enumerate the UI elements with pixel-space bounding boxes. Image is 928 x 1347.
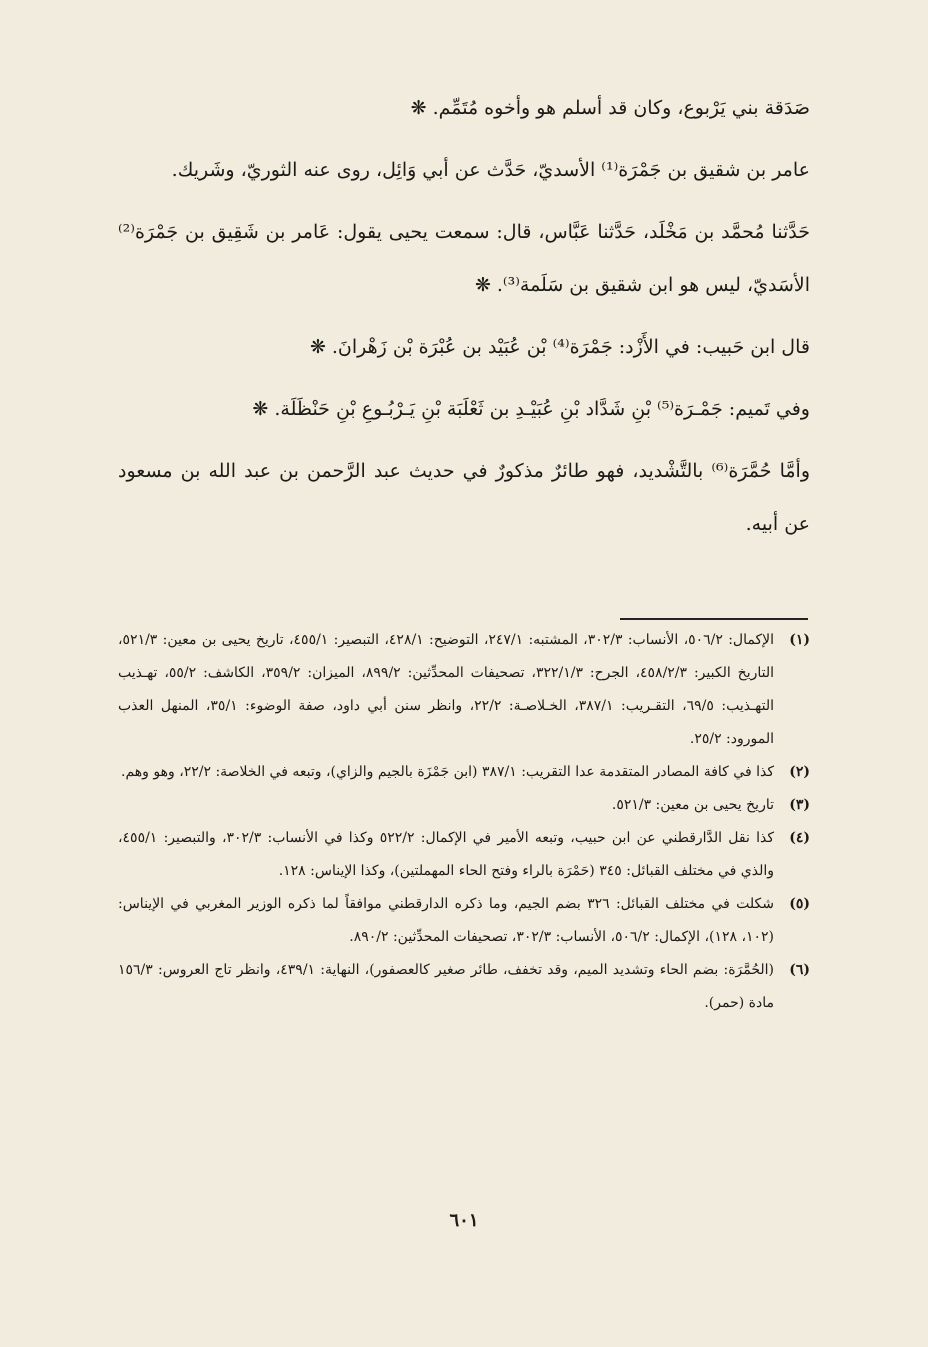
footnote-number: (٢) (789, 764, 810, 780)
footnotes (118, 624, 810, 1020)
end-star-icon: ❋ (410, 97, 427, 119)
paragraph-2 (118, 144, 810, 197)
footnote-number: (٣) (789, 797, 810, 813)
paragraph-3 (118, 206, 810, 312)
footnote-number: (٤) (789, 830, 810, 846)
footnote-4 (118, 822, 810, 888)
footnote-separator (620, 618, 808, 620)
paragraph-text: حَدَّثنا مُحمَّد بن مَخْلَد، حَدَّثنا عَبَّاس، قال: سمعت يحيى يقول: عَامر بن شَقِيق بن جَمْرَة⁽²⁾ الأسَديّ، ليس هو ابن شقيق بن سَلَمة⁽³⁾. (118, 221, 810, 296)
paragraph-text: عامر بن شقيق بن جَمْرَة⁽¹⁾ الأسديّ، حَدَّث عن أبي وَائِل، روى عنه الثوريّ، وشَريك. (171, 159, 810, 181)
paragraph-5 (118, 383, 810, 436)
footnote-text: (الحُمَّرَة: بضم الحاء وتشديد الميم، وقد تخفف، طائر صغير كالعصفور)، النهاية: ٤٣٩/١، وانظر تاج العروس: ١٥٦/٣ مادة (حمر). (118, 962, 775, 1011)
end-star-icon: ❋ (474, 274, 491, 296)
footnote-number: (١) (789, 632, 810, 648)
footnote-text: كذا نقل الدَّارقطني عن ابن حبيب، وتبعه الأمير في الإكمال: ٥٢٢/٢ وكذا في الأنساب: ٣٠٢/٣، والتبصير: ٤٥٥/١، والذي في مختلف القبائل: ٣٤٥ (حَمْرَة بالراء وفتح الحاء المهملتين)، وكذا الإيناس: ١٢٨. (118, 830, 775, 879)
paragraph-1 (118, 82, 810, 135)
footnote-text: كذا في كافة المصادر المتقدمة عدا التقريب: ٣٨٧/١ (ابن جَمْزَة بالجيم والزاي)، وتبعه في الخلاصة: ٢٢/٢، وهو وهم. (121, 764, 774, 780)
footnote-2 (118, 756, 810, 789)
footnote-3 (118, 789, 810, 822)
paragraph-text: صَدَقة بني يَرْبوع، وكان قد أسلم هو وأخوه مُتَمِّم. (432, 97, 810, 119)
paragraph-text: وأمَّا حُمَّرَة⁽⁶⁾ بالتَّشْديد، فهو طائرٌ مذكورٌ في حديث عبد الرَّحمن بن عبد الله بن مسعود عن أبيه. (118, 460, 810, 535)
end-star-icon: ❋ (252, 398, 269, 420)
footnote-1 (118, 624, 810, 756)
footnote-6 (118, 954, 810, 1020)
footnote-text: الإكمال: ٥٠٦/٢، الأنساب: ٣٠٢/٣، المشتبه: ٢٤٧/١، التوضيح: ٤٢٨/١، التبصير: ٤٥٥/١، تاريخ يحيى بن معين: ٥٢١/٣، التاريخ الكبير: ٤٥٨/٢/٣، الجرح: ٣٢٢/١/٣، تصحيفات المحدِّثين: ٨٩٩/٢، الميزان: ٣٥٩/٢، الكاشف: ٥٥/٢، تهـذيب التهـذيب: ٦٩/٥، التقـريب: ٣٨٧/١، الخـلاصـة: ٢٢/٢، وانظر سنن أبي داود، صفة الوضوء: ٣٥/١، المنهل العذب المورود: ٢٥/٢. (118, 632, 775, 747)
footnote-number: (٦) (789, 962, 810, 978)
end-star-icon: ❋ (309, 336, 326, 358)
paragraph-text: وفي تَميم: جَمْـرَة⁽⁵⁾ بْنِ شَدَّاد بْنِ عُبَيْـدِ بن ثَعْلَبَة بْنِ يَـرْبُـوعِ بْنِ حَنْظَلَة. (274, 398, 810, 420)
main-text (118, 82, 810, 560)
paragraph-6 (118, 445, 810, 551)
footnote-text: شكلت في مختلف القبائل: ٣٢٦ بضم الجيم، وما ذكره الدارقطني موافقاً لما ذكره الوزير المغربي في الإيناس: (١٠٢، ١٢٨)، الإكمال: ٥٠٦/٢، الأنساب: ٣٠٢/٣، تصحيفات المحدِّثين: ٨٩٠/٢. (118, 896, 774, 945)
paragraph-4 (118, 321, 810, 374)
page-number: ٦٠١ (449, 1210, 479, 1231)
footnote-number: (٥) (789, 896, 810, 912)
footnote-text: تاريخ يحيى بن معين: ٥٢١/٣. (611, 797, 774, 813)
paragraph-text: قال ابن حَبيب: في الأَزْد: جَمْرَة⁽⁴⁾ بْن عُبَيْد بن عُبْرَة بْن زَهْرانَ. (331, 336, 810, 358)
footnote-5 (118, 888, 810, 954)
